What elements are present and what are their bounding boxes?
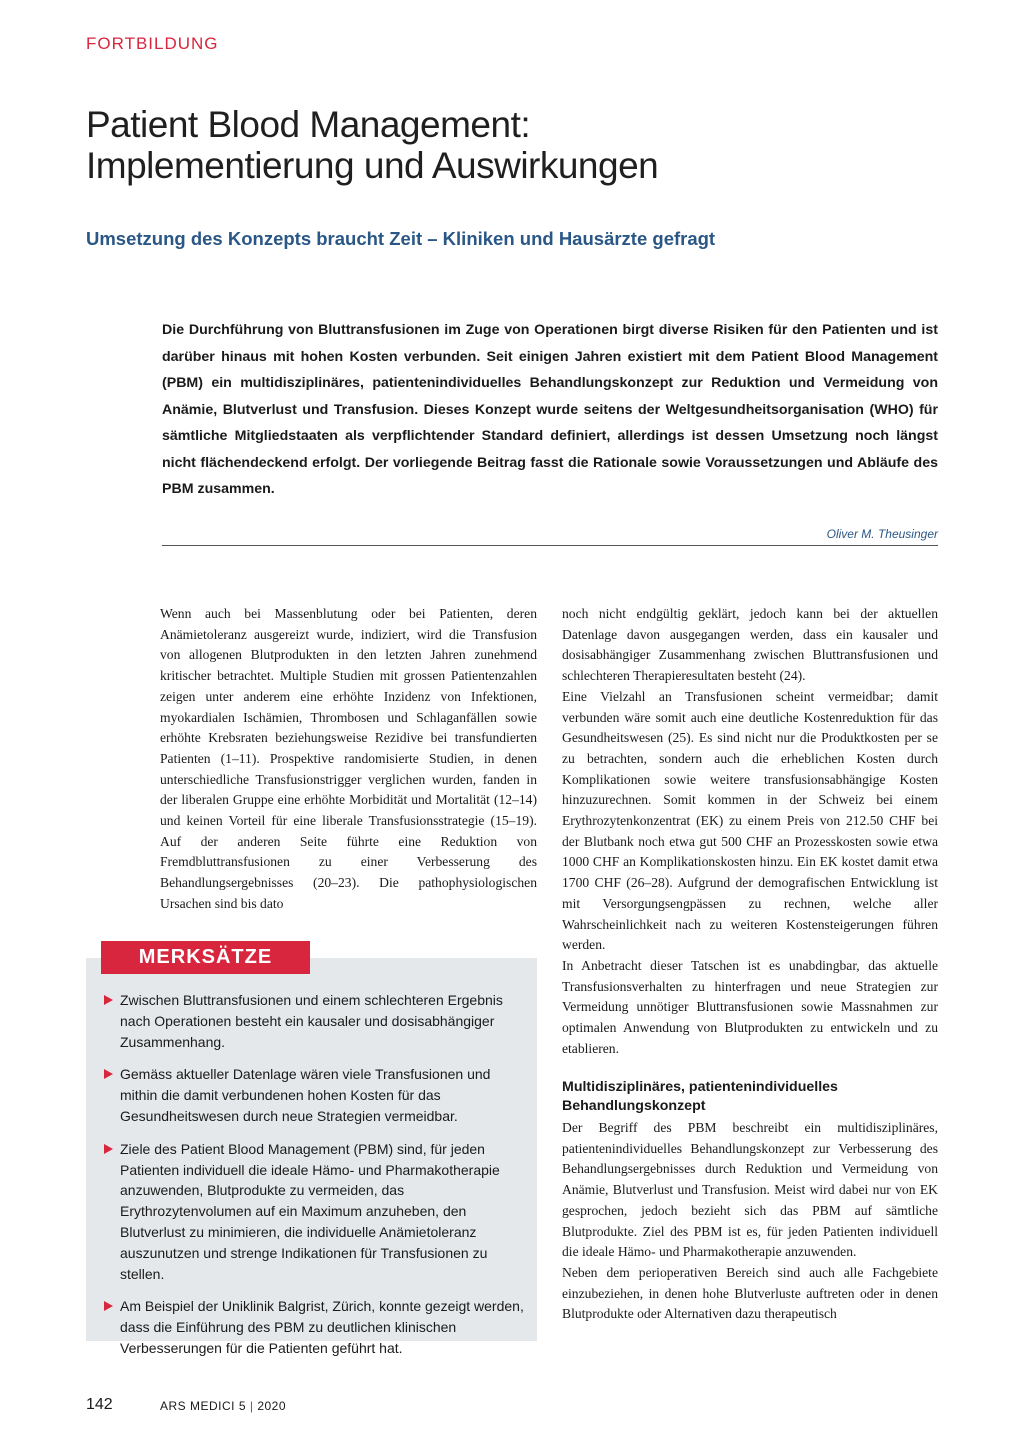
body-column-right-continued [562, 1118, 938, 1325]
title-line-2: Implementierung und Auswirkungen [86, 145, 659, 186]
author-divider [162, 545, 938, 546]
article-title [86, 104, 966, 186]
body-paragraph: Neben dem perioperativen Bereich sind auch alle Fachgebiete einzubeziehen, in denen hohe Blutverluste auftreten oder in denen Blutprodukte oder Alternativen dazu therapeutisch [562, 1264, 938, 1322]
body-paragraph: noch nicht endgültig geklärt, jedoch kann bei der aktuellen Datenlage davon ausgegangen werden, dass ein kausaler und dosisabhängiger Zusammenhang zwischen Bluttransfusionen und schlechteren Therapieresultaten besteht (24). [562, 606, 938, 684]
article-subtitle: Umsetzung des Konzepts braucht Zeit – Kliniken und Hausärzte gefragt [86, 228, 716, 249]
key-point-item [104, 1064, 529, 1126]
author-name: Oliver M. Theusinger [826, 527, 938, 541]
triangle-bullet-icon [104, 995, 113, 1005]
journal-info [160, 1399, 286, 1413]
section-heading: Multidisziplinäres, patientenindividuelles Behandlungskonzept [562, 1079, 838, 1114]
key-point-text: Zwischen Bluttransfusionen und einem schlechteren Ergebnis nach Operationen besteht ein kausaler und dosisabhängiger Zusammenhang. [120, 992, 503, 1050]
page-number: 142 [86, 1396, 113, 1413]
journal-name: ARS MEDICI 5 [160, 1399, 247, 1413]
lead-paragraph: Die Durchführung von Bluttransfusionen im Zuge von Operationen birgt diverse Risiken für den Patienten und ist darüber hinaus mit hohen Kosten verbunden. Seit einigen Jahren existiert mit dem Patient Blood Management (PBM) ein multidisziplinäres, patientenindividuelles Behandlungskonzept zur Reduktion und Vermeidung von Anämie, Blutverlust und Transfusion. Dieses Konzept wurde seitens der Weltgesundheitsorganisation (WHO) für sämtliche Mitgliedstaaten als verpflichtender Standard definiert, allerdings ist dessen Umsetzung noch längst nicht flächendeckend erfolgt. Der vorliegende Beitrag fasst die Rationale sowie Voraussetzungen und Abläufe des PBM zusammen. [162, 322, 938, 497]
body-column-left [160, 604, 537, 915]
key-point-item [104, 990, 529, 1052]
key-points-heading: MERKSÄTZE [101, 941, 310, 974]
body-paragraph: Der Begriff des PBM beschreibt ein multidisziplinäres, patientenindividuelles Behandlungskonzept zur Verbesserung des Behandlungsergebnisses durch Reduktion und Vermeidung von Anämie, Blutverlust und Transfusion. Meist wird dabei nur von EK gesprochen, jedoch bezieht sich das PBM auf sämtliche Blutprodukte. Ziel des PBM ist es, für jeden Patienten individuell die ideale Hämo- und Pharmakotherapie anzuwenden. [562, 1120, 938, 1260]
body-paragraph: Eine Vielzahl an Transfusionen scheint vermeidbar; damit verbunden wäre somit auch eine deutliche Kostenreduktion für das Gesundheitswesen (25). Es sind nicht nur die Produktkosten per se zu betrachten, sondern auch die erheblichen Kosten durch Komplikationen sowie weitere transfusionsabhängige Kosten hinzuzurechnen. Somit kommen in der Schweiz bei einem Erythrozytenkonzentrat (EK) zu einem Preis von 212.50 CHF bei der Blutbank noch etwa gut 500 CHF an Prozesskosten sowie etwa 1000 CHF an Komplikationskosten hinzu. Ein EK kostet damit etwa 1700 CHF (26–28). Aufgrund der demografischen Entwicklung ist mit Versorgungsengpässen zu rechnen, welche aller Wahrscheinlichkeit nach zu weiteren Kostensteigerungen führen werden. [562, 688, 938, 953]
key-point-item [104, 1139, 529, 1285]
triangle-bullet-icon [104, 1301, 113, 1311]
key-point-text: Ziele des Patient Blood Management (PBM) sind, für jeden Patienten individuell die ideale Hämo- und Pharmakotherapie anzuwenden, Blutprodukte zu vermeiden, das Erythrozytenvolumen auf ein Maximum anzuheben, den Blutverlust zu minimieren, die individuelle Anämietoleranz auszunutzen und strenge Indikationen für Transfusionen zu stellen. [120, 1140, 500, 1282]
body-column-right [562, 604, 938, 1059]
title-line-1: Patient Blood Management: [86, 104, 531, 145]
triangle-bullet-icon [104, 1144, 113, 1154]
body-paragraph: In Anbetracht dieser Tatschen ist es unabdingbar, das aktuelle Transfusionsverhalten zu hinterfragen und neue Strategien zur Vermeidung unnötiger Bluttransfusionen sowie Massnahmen zur optimalen Anwendung von Blutprodukten zu entwickeln und zu etablieren. [562, 957, 938, 1056]
journal-separator: | [249, 1399, 254, 1413]
body-paragraph: Wenn auch bei Massenblutung oder bei Patienten, deren Anämietoleranz ausgereizt wurde, indiziert, wird die Transfusion von allogenen Blutprodukten in den letzten Jahren zunehmend kritischer betrachtet. Multiple Studien mit grossen Patientenzahlen zeigen unter anderem eine erhöhte Inzidenz von Infektionen, myokardialen Ischämien, Thrombosen und Schlaganfällen sowie erhöhte Krebsraten beziehungsweise Rezidive bei transfundierten Patienten (1–11). Prospektive randomisierte Studien, in denen unterschiedliche Transfusionstrigger verglichen wurden, fanden in der liberalen Gruppe eine erhöhte Morbidität und Mortalität (12–14) und keinen Vorteil für eine liberale Transfusionsstrategie (15–19). Auf der anderen Seite führte eine Reduktion von Fremdbluttransfusionen zu einer Verbesserung des Behandlungsergebnisses (20–23). Die pathophysiologischen Ursachen sind bis dato [160, 606, 537, 911]
key-point-text: Gemäss aktueller Datenlage wären viele Transfusionen und mithin die damit verbundenen hohen Kosten für das Gesundheitswesen durch neue Strategien vermeidbar. [120, 1066, 491, 1124]
key-point-item [104, 1296, 529, 1358]
section-label: FORTBILDUNG [86, 34, 219, 53]
key-points-list [104, 990, 529, 1371]
key-point-text: Am Beispiel der Uniklinik Balgrist, Zürich, konnte gezeigt werden, dass die Einführung des PBM zu deutlichen klinischen Verbesserungen für die Patienten geführt hat. [120, 1298, 524, 1356]
triangle-bullet-icon [104, 1069, 113, 1079]
journal-year: 2020 [257, 1399, 287, 1413]
